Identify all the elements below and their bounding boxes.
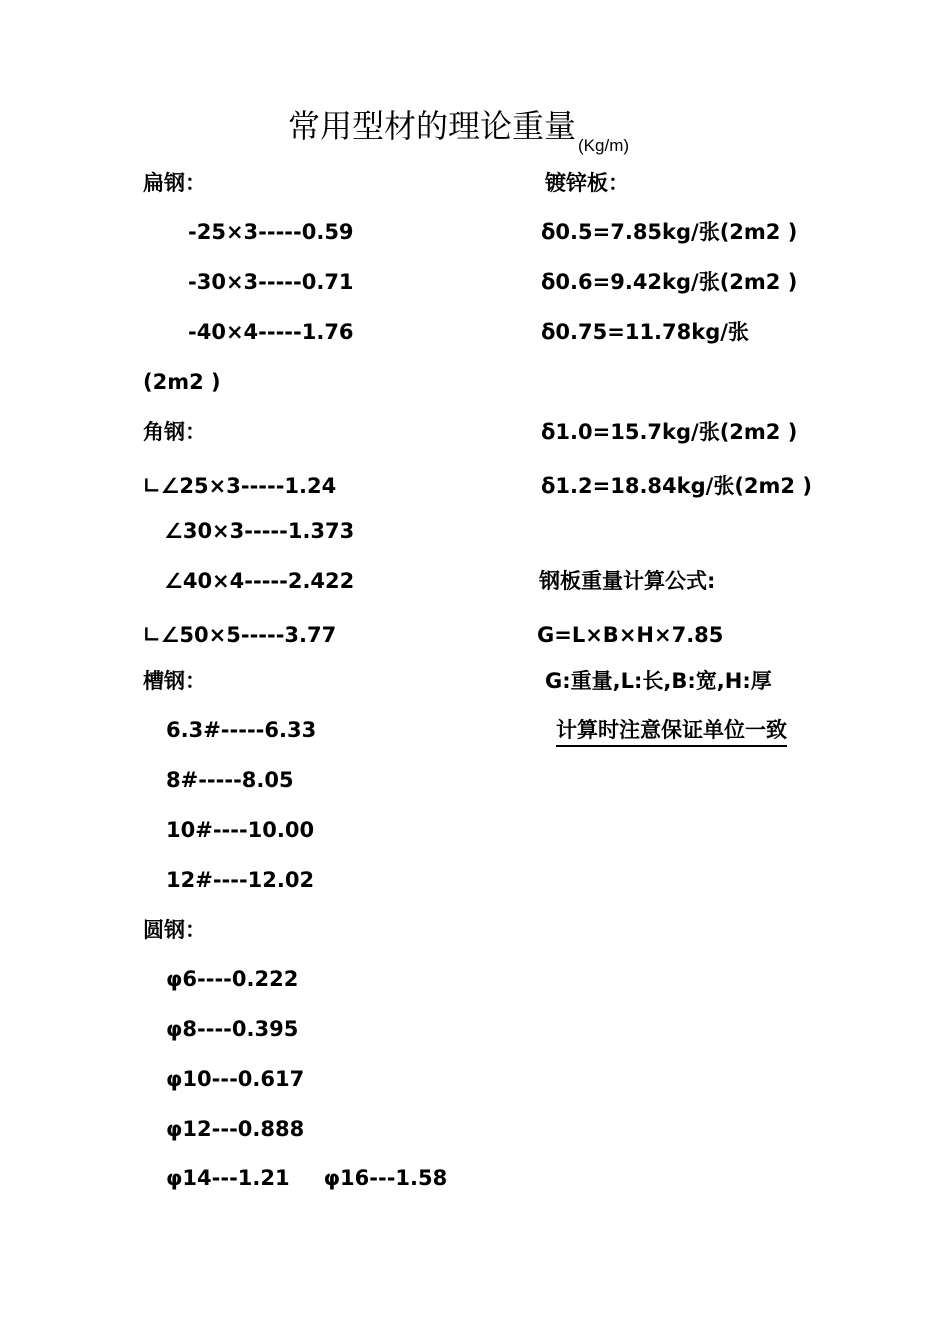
round-steel-item-2: φ8----0.395: [166, 1017, 299, 1041]
formula-legend: G:重量,L:长,B:宽,H:厚: [545, 669, 772, 693]
galvanized-heading: 镀锌板：: [545, 171, 629, 195]
round-steel-heading: 圆钢：: [143, 918, 206, 942]
round-steel-item-4: φ12---0.888: [166, 1117, 305, 1141]
galvanized-item-4: δ1.0=15.7kg/张(2m2 ): [541, 420, 798, 444]
angle-steel-item-3: ∠40×4-----2.422: [164, 569, 355, 593]
channel-steel-heading: 槽钢：: [143, 669, 206, 693]
channel-steel-item-4: 12#----12.02: [166, 868, 315, 892]
formula-heading: 钢板重量计算公式:: [539, 569, 716, 593]
page-title: [288, 106, 629, 166]
galvanized-item-1: δ0.5=7.85kg/张(2m2 ): [541, 220, 798, 244]
round-steel-item-5: φ14---1.21: [166, 1166, 290, 1190]
round-steel-item-1: φ6----0.222: [166, 967, 299, 991]
galvanized-item-3: δ0.75=11.78kg/张: [541, 320, 749, 344]
angle-steel-item-4: ∟∠50×5-----3.77: [143, 623, 337, 647]
flat-steel-item-2: -30×3-----0.71: [188, 270, 354, 294]
galvanized-item-3-wrap: (2m2 ): [143, 370, 221, 394]
galvanized-item-2: δ0.6=9.42kg/张(2m2 ): [541, 270, 798, 294]
galvanized-item-5: δ1.2=18.84kg/张(2m2 ): [541, 474, 812, 498]
channel-steel-item-1: 6.3#-----6.33: [166, 718, 317, 742]
angle-steel-heading: 角钢：: [143, 420, 206, 444]
round-steel-item-6: φ16---1.58: [323, 1166, 448, 1190]
angle-steel-item-1: ∟∠25×3-----1.24: [143, 474, 337, 498]
round-steel-row-last: [166, 1165, 447, 1191]
title-unit: (Kg/m): [578, 136, 630, 155]
angle-steel-item-2: ∠30×3-----1.373: [164, 519, 355, 543]
formula-equation: G=L×B×H×7.85: [537, 623, 724, 647]
flat-steel-item-1: -25×3-----0.59: [188, 220, 354, 244]
formula-note: 计算时注意保证单位一致: [556, 718, 787, 742]
channel-steel-item-2: 8#-----8.05: [166, 768, 294, 792]
round-steel-item-3: φ10---0.617: [166, 1067, 305, 1091]
title-main: 常用型材的理论重量: [288, 107, 577, 145]
flat-steel-item-3: -40×4-----1.76: [188, 320, 354, 344]
flat-steel-heading: 扁钢：: [143, 171, 206, 195]
channel-steel-item-3: 10#----10.00: [166, 818, 315, 842]
